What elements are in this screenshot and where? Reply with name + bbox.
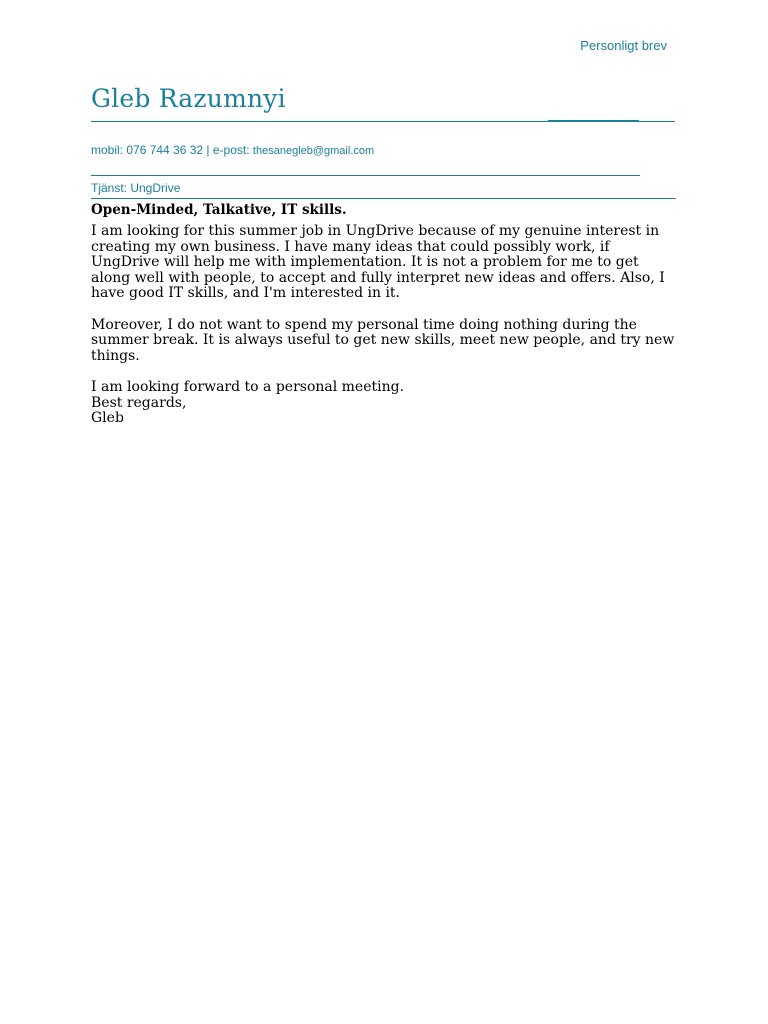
- contact-separator: |: [203, 143, 213, 157]
- letter-headline: Open-Minded, Talkative, IT skills.: [91, 202, 347, 218]
- closing-line: I am looking forward to a personal meeting.: [91, 378, 405, 395]
- service-divider: [91, 198, 676, 199]
- document-type-label: Personligt brev: [580, 38, 667, 53]
- contact-divider: [91, 175, 640, 176]
- body-paragraph: Moreover, I do not want to spend my personal time doing nothing during the summer break. It is always useful to get new skills, meet new people, and try new things.: [91, 316, 675, 364]
- contact-line: [91, 143, 374, 157]
- closing-block: [91, 380, 681, 427]
- applicant-name: Gleb Razumnyi: [91, 84, 286, 113]
- letter-body: [91, 224, 681, 442]
- phone-number: 076 744 36 32: [126, 143, 204, 157]
- service-label: Tjänst: UngDrive: [91, 181, 181, 195]
- signature-name: Gleb: [91, 410, 124, 427]
- email-label: e-post:: [212, 143, 253, 157]
- sign-off: Best regards,: [91, 394, 187, 411]
- email-address: thesanegleb@gmail.com: [252, 145, 375, 157]
- phone-label: mobil:: [91, 143, 127, 157]
- header-divider-accent: [548, 120, 639, 122]
- body-paragraph: I am looking for this summer job in UngDrive because of my genuine interest in creating my own business. I have many ideas that could possibly work, if UngDrive will help me with implementation. It is not a problem for me to get along well with people, to accept and fully interpret new ideas and offers. Also, I have good IT skills, and I'm interested in it.: [91, 223, 665, 302]
